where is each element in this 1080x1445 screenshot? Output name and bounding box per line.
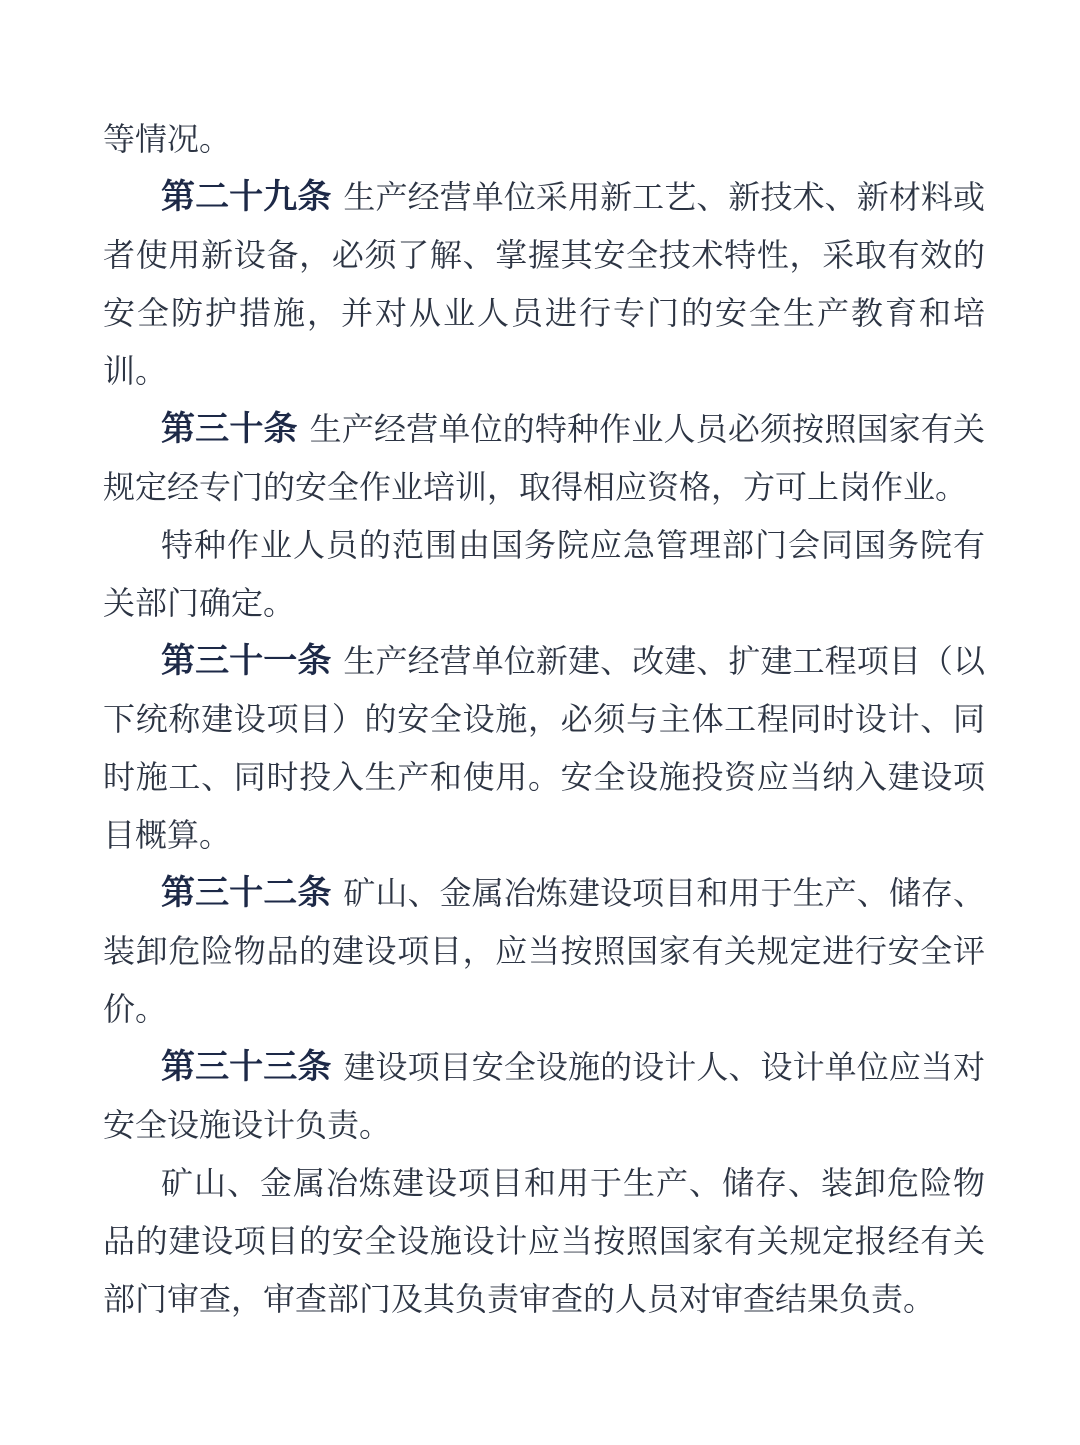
article-number: 第三十一条 <box>161 642 332 680</box>
article-paragraph <box>103 1038 985 1154</box>
paragraph-text: 生产经营单位采用新工艺、新技术、新材料或者使用新设备，必须了解、掌握其安全技术特性，采取有效的安全防护措施，并对从业人员进行专门的安全生产教育和培训。 <box>103 179 985 389</box>
paragraph-text: 矿山、金属冶炼建设项目和用于生产、储存、装卸危险物品的建设项目的安全设施设计应当按照国家有关规定报经有关部门审查，审查部门及其负责审查的人员对审查结果负责。 <box>103 1165 985 1317</box>
paragraph <box>103 516 985 632</box>
article-paragraph <box>103 632 985 864</box>
article-paragraph <box>103 864 985 1038</box>
paragraph-text: 矿山、金属冶炼建设项目和用于生产、储存、装卸危险物品的建设项目，应当按照国家有关规定进行安全评价。 <box>103 875 985 1027</box>
paragraph-text: 特种作业人员的范围由国务院应急管理部门会同国务院有关部门确定。 <box>103 527 985 621</box>
article-paragraph <box>103 400 985 516</box>
paragraph <box>103 1154 985 1328</box>
paragraphs-container <box>103 110 985 1328</box>
paragraph-text: 建设项目安全设施的设计人、设计单位应当对安全设施设计负责。 <box>103 1049 985 1143</box>
paragraph <box>103 110 985 168</box>
paragraph-text: 生产经营单位新建、改建、扩建工程项目（以下统称建设项目）的安全设施，必须与主体工程同时设计、同时施工、同时投入生产和使用。安全设施投资应当纳入建设项目概算。 <box>103 643 985 853</box>
paragraph-text: 生产经营单位的特种作业人员必须按照国家有关规定经专门的安全作业培训，取得相应资格，方可上岗作业。 <box>103 411 985 505</box>
article-number: 第三十三条 <box>161 1048 332 1086</box>
paragraph-text: 等情况。 <box>103 121 232 157</box>
article-number: 第三十二条 <box>161 874 332 912</box>
article-number: 第三十条 <box>161 410 298 448</box>
article-number: 第二十九条 <box>161 178 332 216</box>
article-paragraph <box>103 168 985 400</box>
